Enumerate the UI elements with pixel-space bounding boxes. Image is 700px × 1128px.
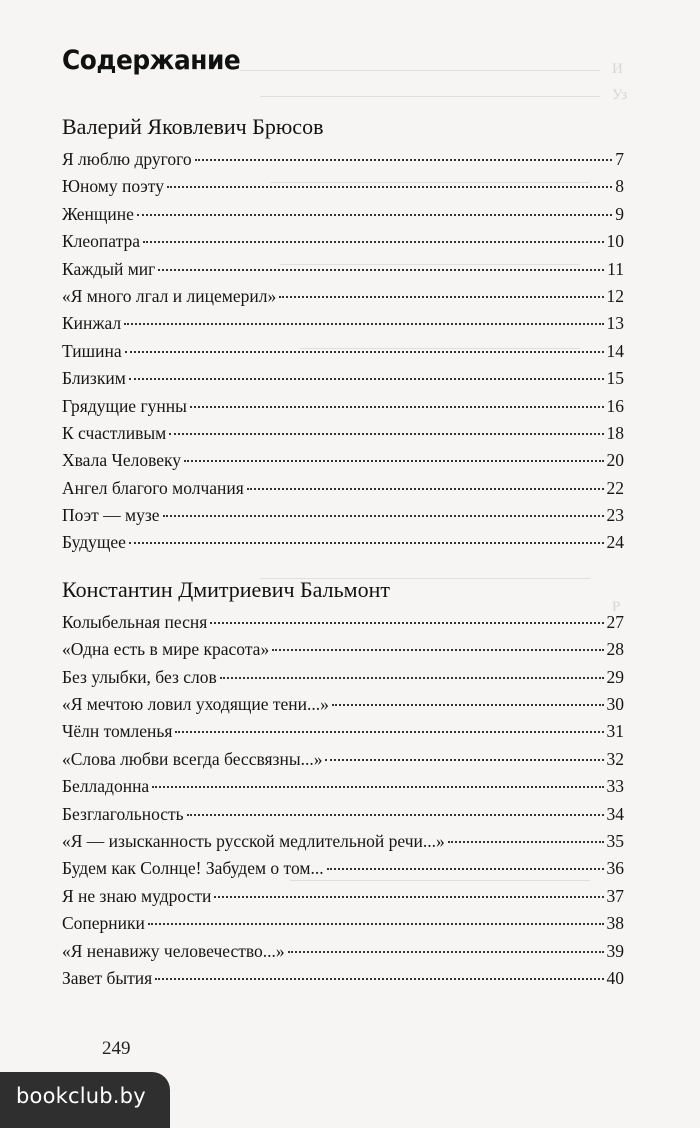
dot-leader: [129, 378, 604, 380]
toc-entry-page: 39: [606, 940, 624, 961]
toc-entry-page: 29: [606, 666, 624, 687]
toc-entry: [62, 365, 624, 392]
dot-leader: [137, 214, 612, 216]
toc-entry-page: 9: [615, 203, 624, 224]
toc-entry-page: 10: [606, 231, 624, 252]
dot-leader: [158, 269, 604, 271]
dot-leader: [167, 186, 612, 188]
toc-entry: [62, 664, 624, 691]
toc-entry-page: 12: [606, 285, 624, 306]
toc-entry-page: 31: [606, 721, 624, 742]
toc-entry: [62, 965, 624, 992]
toc-entry-page: 13: [606, 313, 624, 334]
toc-entry-page: 20: [606, 450, 624, 471]
toc-entry-list: [62, 146, 624, 557]
bleed-through-rule: [260, 96, 600, 97]
toc-entry-title: К счастливым: [62, 422, 167, 443]
toc-entry: [62, 283, 624, 310]
toc-entry: [62, 173, 624, 200]
toc-entry: [62, 828, 624, 855]
toc-entry-title: Колыбельная песня: [62, 611, 208, 632]
toc-entry-page: 34: [606, 803, 624, 824]
toc-entry-title: Я люблю другого: [62, 149, 192, 169]
toc-entry-page: 15: [606, 368, 624, 389]
toc-entry-title: Соперники: [62, 913, 145, 934]
dot-leader: [143, 241, 604, 243]
dot-leader: [448, 841, 604, 843]
dot-leader: [288, 951, 604, 953]
toc-entry-title: Безглагольность: [62, 803, 184, 824]
toc-entry: [62, 746, 624, 773]
toc-entry-title: «Я много лгал и лицемерил»: [62, 285, 277, 306]
dot-leader: [148, 923, 604, 925]
watermark-text: bookclub.by: [16, 1084, 146, 1108]
dot-leader: [187, 814, 604, 816]
dot-leader: [175, 731, 603, 733]
toc-entry: [62, 855, 624, 882]
toc-entry-title: Ангел благого молчания: [62, 477, 244, 498]
toc-entry: [62, 146, 624, 173]
toc-entry-page: 40: [606, 967, 624, 988]
toc-entry-page: 33: [606, 776, 624, 797]
page-number: 249: [102, 1038, 131, 1059]
toc-entry-page: 30: [606, 694, 624, 715]
toc-entry-title: «Я ненавижу человечество...»: [62, 940, 285, 961]
toc-entry-list: [62, 609, 624, 992]
author-heading: Константин Дмитриевич Бальмонт: [62, 576, 390, 602]
toc-entry-title: Клеопатра: [62, 231, 140, 252]
dot-leader: [184, 460, 603, 462]
toc-entry-page: 24: [606, 532, 624, 553]
dot-leader: [125, 351, 604, 353]
bleed-through-text: Уз: [612, 87, 628, 103]
author-heading: Валерий Яковлевич Брюсов: [62, 114, 324, 139]
toc-entry: [62, 529, 624, 556]
toc-entry-title: Тишина: [62, 340, 122, 361]
toc-entry: [62, 393, 624, 420]
toc-entry-title: Поэт — музе: [62, 505, 160, 526]
toc-entry: [62, 256, 624, 283]
toc-entry-title: Я не знаю мудрости: [62, 885, 212, 906]
dot-leader: [152, 786, 603, 788]
toc-entry-title: «Я мечтою ловил уходящие тени...»: [62, 694, 329, 715]
toc-entry: [62, 502, 624, 529]
toc-section: [62, 575, 624, 992]
toc-entry-page: 8: [615, 176, 624, 197]
bleed-through-text: И: [612, 61, 623, 77]
dot-leader: [124, 323, 603, 325]
toc-entry-page: 37: [606, 885, 624, 906]
watermark-badge: [0, 1072, 170, 1128]
toc-entry-page: 22: [606, 477, 624, 498]
toc-entry-page: 7: [615, 149, 624, 169]
dot-leader: [220, 677, 604, 679]
toc-entry-title: Будущее: [62, 532, 126, 553]
dot-leader: [195, 159, 613, 161]
dot-leader: [279, 296, 603, 298]
toc-entry: [62, 420, 624, 447]
dot-leader: [325, 759, 603, 761]
toc-entry-title: Будем как Солнце! Забудем о том...: [62, 858, 324, 879]
toc-entry-title: «Одна есть в мире красота»: [62, 639, 270, 660]
toc-entry: [62, 475, 624, 502]
page-title: Содержание: [62, 45, 241, 76]
toc-entry-title: «Я — изысканность русской медлительной речи...»: [62, 830, 445, 851]
dot-leader: [327, 868, 604, 870]
toc-entry-page: 11: [607, 258, 624, 279]
toc-entry: [62, 801, 624, 828]
dot-leader: [214, 896, 603, 898]
toc-entry-title: Чёлн томленья: [62, 721, 173, 742]
toc-entry-title: Белладонна: [62, 776, 150, 797]
toc-entry: [62, 883, 624, 910]
toc-entry-title: Каждый миг: [62, 258, 156, 279]
dot-leader: [210, 622, 603, 624]
toc-entry-title: Завет бытия: [62, 967, 153, 988]
toc-entry-page: 36: [606, 858, 624, 879]
toc-entry-title: Без улыбки, без слов: [62, 666, 217, 687]
dot-leader: [155, 978, 603, 980]
toc-entry-title: Юному поэту: [62, 176, 164, 197]
dot-leader: [272, 649, 603, 651]
toc-entry-page: 35: [606, 830, 624, 851]
toc-entry-page: 18: [606, 422, 624, 443]
toc-entry-page: 28: [606, 639, 624, 660]
toc-entry: [62, 718, 624, 745]
dot-leader: [247, 488, 604, 490]
toc-entry: [62, 228, 624, 255]
toc-entry-page: 32: [606, 748, 624, 769]
bleed-through-rule: [240, 70, 600, 71]
toc-entry-title: Хвала Человеку: [62, 450, 182, 471]
toc-entry: [62, 910, 624, 937]
toc-entry-page: 38: [606, 913, 624, 934]
toc-entry-page: 23: [606, 505, 624, 526]
toc-entry-title: Грядущие гунны: [62, 395, 187, 416]
dot-leader: [190, 406, 604, 408]
toc-entry-title: Кинжал: [62, 313, 122, 334]
dot-leader: [169, 433, 603, 435]
toc-entry: [62, 201, 624, 228]
toc-entry: [62, 691, 624, 718]
dot-leader: [129, 542, 604, 544]
toc-entry: [62, 310, 624, 337]
toc-entry-title: «Слова любви всегда бессвязны...»: [62, 748, 323, 769]
dot-leader: [332, 704, 604, 706]
toc-entry: [62, 609, 624, 636]
dot-leader: [163, 515, 604, 517]
toc-entry: [62, 636, 624, 663]
toc-entry: [62, 338, 624, 365]
bleed-through-text: Р: [612, 599, 621, 615]
table-of-contents: [62, 112, 624, 992]
toc-entry: [62, 938, 624, 965]
toc-entry-page: 27: [606, 611, 624, 632]
toc-entry-page: 16: [606, 395, 624, 416]
toc-entry-title: Женщине: [62, 203, 134, 224]
toc-entry-title: Близким: [62, 368, 126, 389]
toc-entry: [62, 447, 624, 474]
toc-entry: [62, 773, 624, 800]
toc-section: [62, 112, 624, 557]
toc-entry-page: 14: [606, 340, 624, 361]
